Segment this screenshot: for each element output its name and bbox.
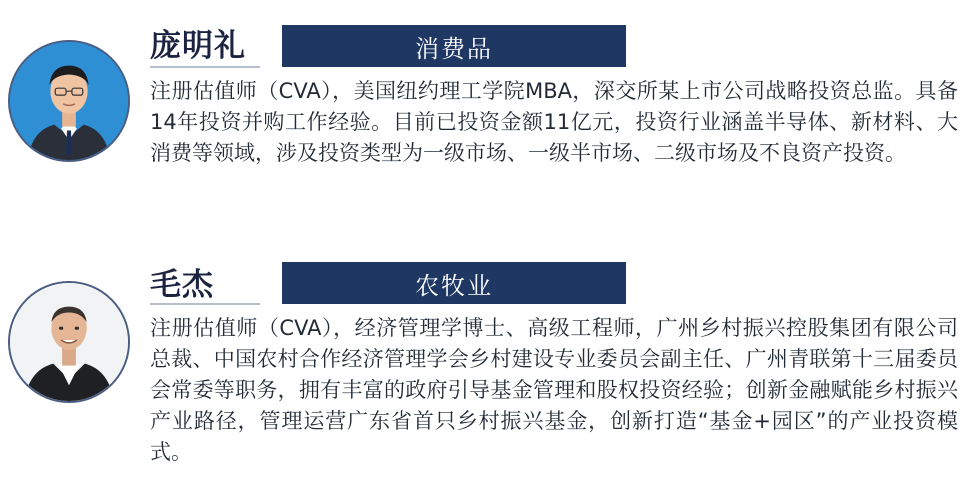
sector-tag: 消费品 [282,25,626,67]
avatar [8,40,130,162]
profile-card [0,245,980,500]
profile-card [0,0,980,240]
sector-tag: 农牧业 [282,262,626,304]
person-name: 毛杰 [150,267,214,303]
person-bio: 注册估值师（CVA），美国纽约理工学院MBA，深交所某上市公司战略投资总监。具备14年投资并购工作经验。目前已投资金额11亿元，投资行业涵盖半导体、新材料、大消费等领域，涉及投资类型为一级市场、一级半市场、二级市场及不良资产投资。 [150,79,958,165]
person-bio: 注册估值师（CVA），经济管理学博士、高级工程师，广州乡村振兴控股集团有限公司总裁、中国农村合作经济管理学会乡村建设专业委员会副主任、广州青联第十三届委员会常委等职务，拥有丰富的政府引导基金管理和股权投资经验；创新金融赋能乡村振兴产业路径，管理运营广东省首只乡村振兴基金，创新打造“基金+园区”的产业投资模式。 [150,316,958,464]
person-name: 庞明礼 [150,28,246,64]
name-underline [150,66,260,68]
avatar [8,281,130,403]
name-underline [150,303,260,305]
